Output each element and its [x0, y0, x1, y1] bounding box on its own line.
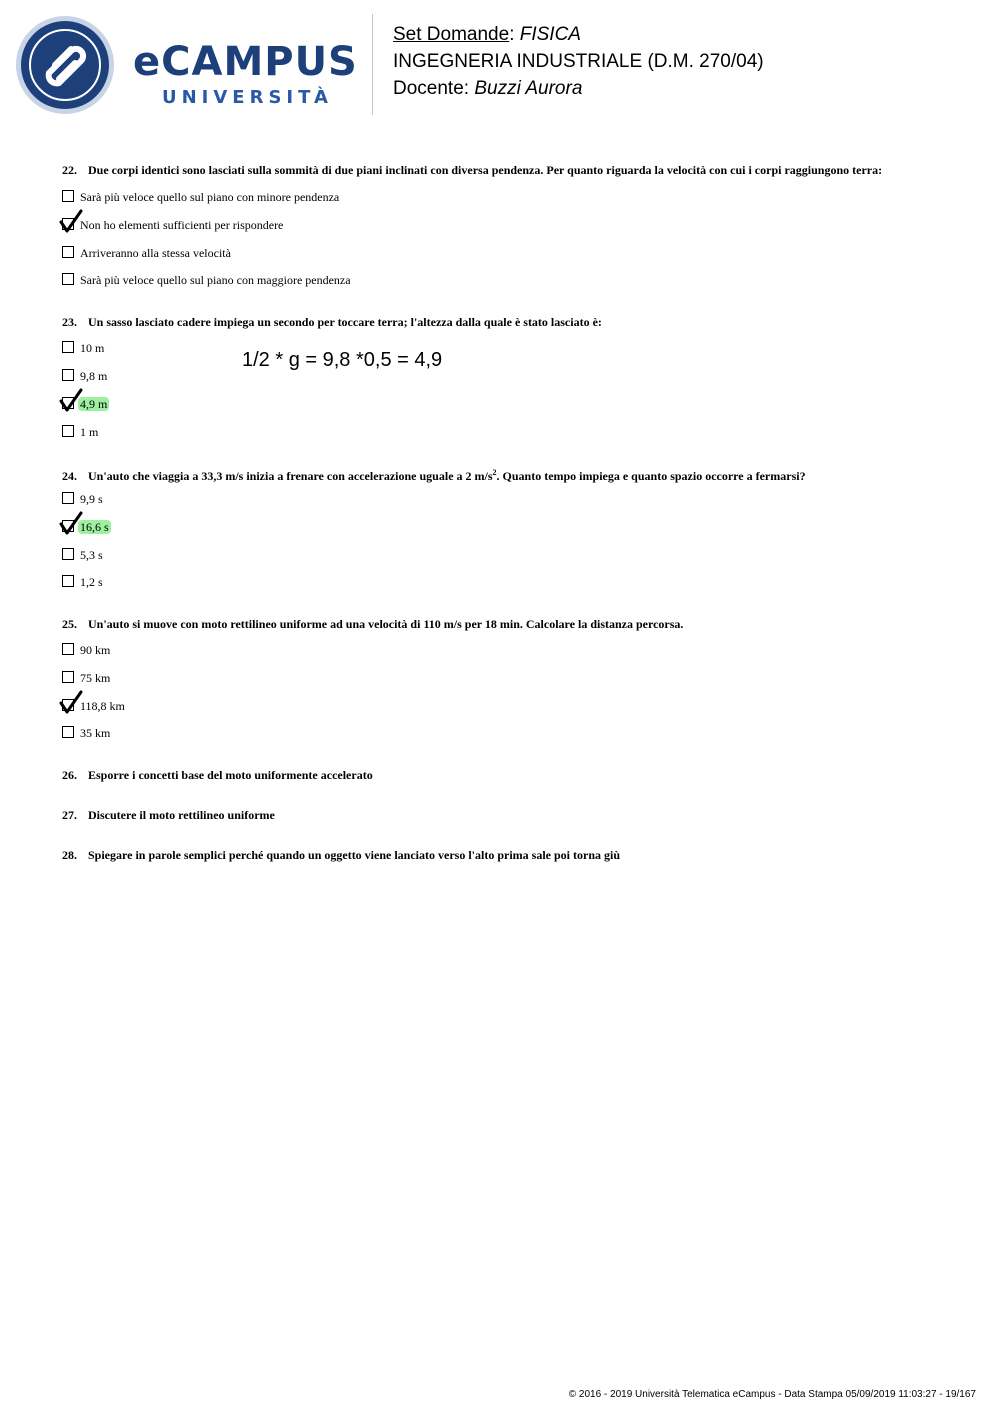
- option-label: 9,9 s: [80, 492, 103, 506]
- question-text: Esporre i concetti base del moto uniformente accelerato: [88, 768, 373, 782]
- question-number: 26.: [62, 768, 77, 782]
- question-23: [62, 314, 602, 330]
- question-text: Un'auto che viaggia a 33,3 m/s inizia a frenare con accelerazione uguale a 2 m/s: [88, 469, 493, 483]
- checkbox[interactable]: [62, 273, 74, 285]
- checkbox[interactable]: [62, 575, 74, 587]
- superscript: 2: [492, 468, 497, 477]
- question-text: Due corpi identici sono lasciati sulla sommità di due piani inclinati con diversa pendenza. Per quanto riguarda la velocità con cui i corpi raggiungono terra:: [88, 163, 883, 177]
- checkmark-icon: [59, 511, 85, 537]
- question-24: [62, 465, 806, 484]
- question-number: 23.: [62, 315, 77, 329]
- option-label: 10 m: [80, 341, 105, 355]
- checkbox[interactable]: [62, 726, 74, 738]
- question-27: [62, 807, 275, 823]
- teacher-line: [393, 78, 582, 100]
- question-text: Un sasso lasciato cadere impiega un secondo per toccare terra; l'altezza dalla quale è stato lasciato è:: [88, 315, 602, 329]
- page-footer: © 2016 - 2019 Università Telematica eCampus - Data Stampa 05/09/2019 11:03:27 - 19/167: [568, 1389, 976, 1400]
- checkbox[interactable]: [62, 369, 74, 381]
- option-label: Non ho elementi sufficienti per rispondere: [80, 218, 284, 232]
- checkbox[interactable]: [62, 341, 74, 353]
- option-label: 90 km: [80, 643, 111, 657]
- option-label: Sarà più veloce quello sul piano con maggiore pendenza: [80, 273, 351, 287]
- checkmark-icon: [59, 388, 85, 414]
- option-label: 9,8 m: [80, 369, 108, 383]
- checkmark-icon: [59, 209, 85, 235]
- logo-subtitle: UNIVERSITÀ: [162, 87, 333, 108]
- checkbox[interactable]: [62, 246, 74, 258]
- question-text: Un'auto si muove con moto rettilineo uniforme ad una velocità di 110 m/s per 18 min. Calcolare la distanza percorsa.: [88, 617, 684, 631]
- teacher-value: Buzzi Aurora: [474, 78, 583, 99]
- question-number: 24.: [62, 469, 77, 483]
- checkbox[interactable]: [62, 548, 74, 560]
- course-name: INGEGNERIA INDUSTRIALE (D.M. 270/04): [393, 51, 764, 72]
- option-label: 1 m: [80, 425, 99, 439]
- teacher-label: Docente:: [393, 78, 470, 99]
- checkbox[interactable]: [62, 425, 74, 437]
- question-number: 25.: [62, 617, 77, 631]
- logo-wordmark: eCAMPUS: [133, 39, 358, 85]
- checkbox[interactable]: [62, 190, 74, 202]
- option-label: 4,9 m: [80, 397, 108, 411]
- question-26: [62, 767, 373, 783]
- option-label: Sarà più veloce quello sul piano con minore pendenza: [80, 190, 340, 204]
- handwritten-annotation: 1/2 * g = 9,8 *0,5 = 4,9: [242, 349, 443, 371]
- question-number: 27.: [62, 808, 77, 822]
- option-label: 1,2 s: [80, 575, 103, 589]
- ecampus-logo-badge: [15, 15, 115, 115]
- question-28: [62, 847, 620, 863]
- question-text: Spiegare in parole semplici perché quando un oggetto viene lanciato verso l'alto prima sale poi torna giù: [88, 848, 621, 862]
- question-25: [62, 616, 683, 632]
- checkmark-icon: [59, 690, 85, 716]
- page-header: [0, 0, 1000, 130]
- set-value: FISICA: [519, 24, 581, 45]
- set-line: Set Domande: FISICA: [393, 24, 581, 45]
- set-label: Set Domande: [393, 24, 510, 45]
- checkbox[interactable]: [62, 671, 74, 683]
- header-divider: [372, 14, 373, 115]
- option-label: 75 km: [80, 671, 111, 685]
- question-number: 22.: [62, 163, 77, 177]
- option-label: 16,6 s: [80, 520, 109, 534]
- question-text-end: . Quanto tempo impiega e quanto spazio occorre a fermarsi?: [496, 469, 806, 483]
- option-label: 118,8 km: [80, 699, 125, 713]
- checkbox[interactable]: [62, 492, 74, 504]
- option-label: 35 km: [80, 726, 111, 740]
- question-22: [62, 162, 882, 178]
- checkbox[interactable]: [62, 643, 74, 655]
- option-label: 5,3 s: [80, 548, 103, 562]
- question-number: 28.: [62, 848, 77, 862]
- question-text: Discutere il moto rettilineo uniforme: [88, 808, 275, 822]
- option-label: Arriveranno alla stessa velocità: [80, 246, 231, 260]
